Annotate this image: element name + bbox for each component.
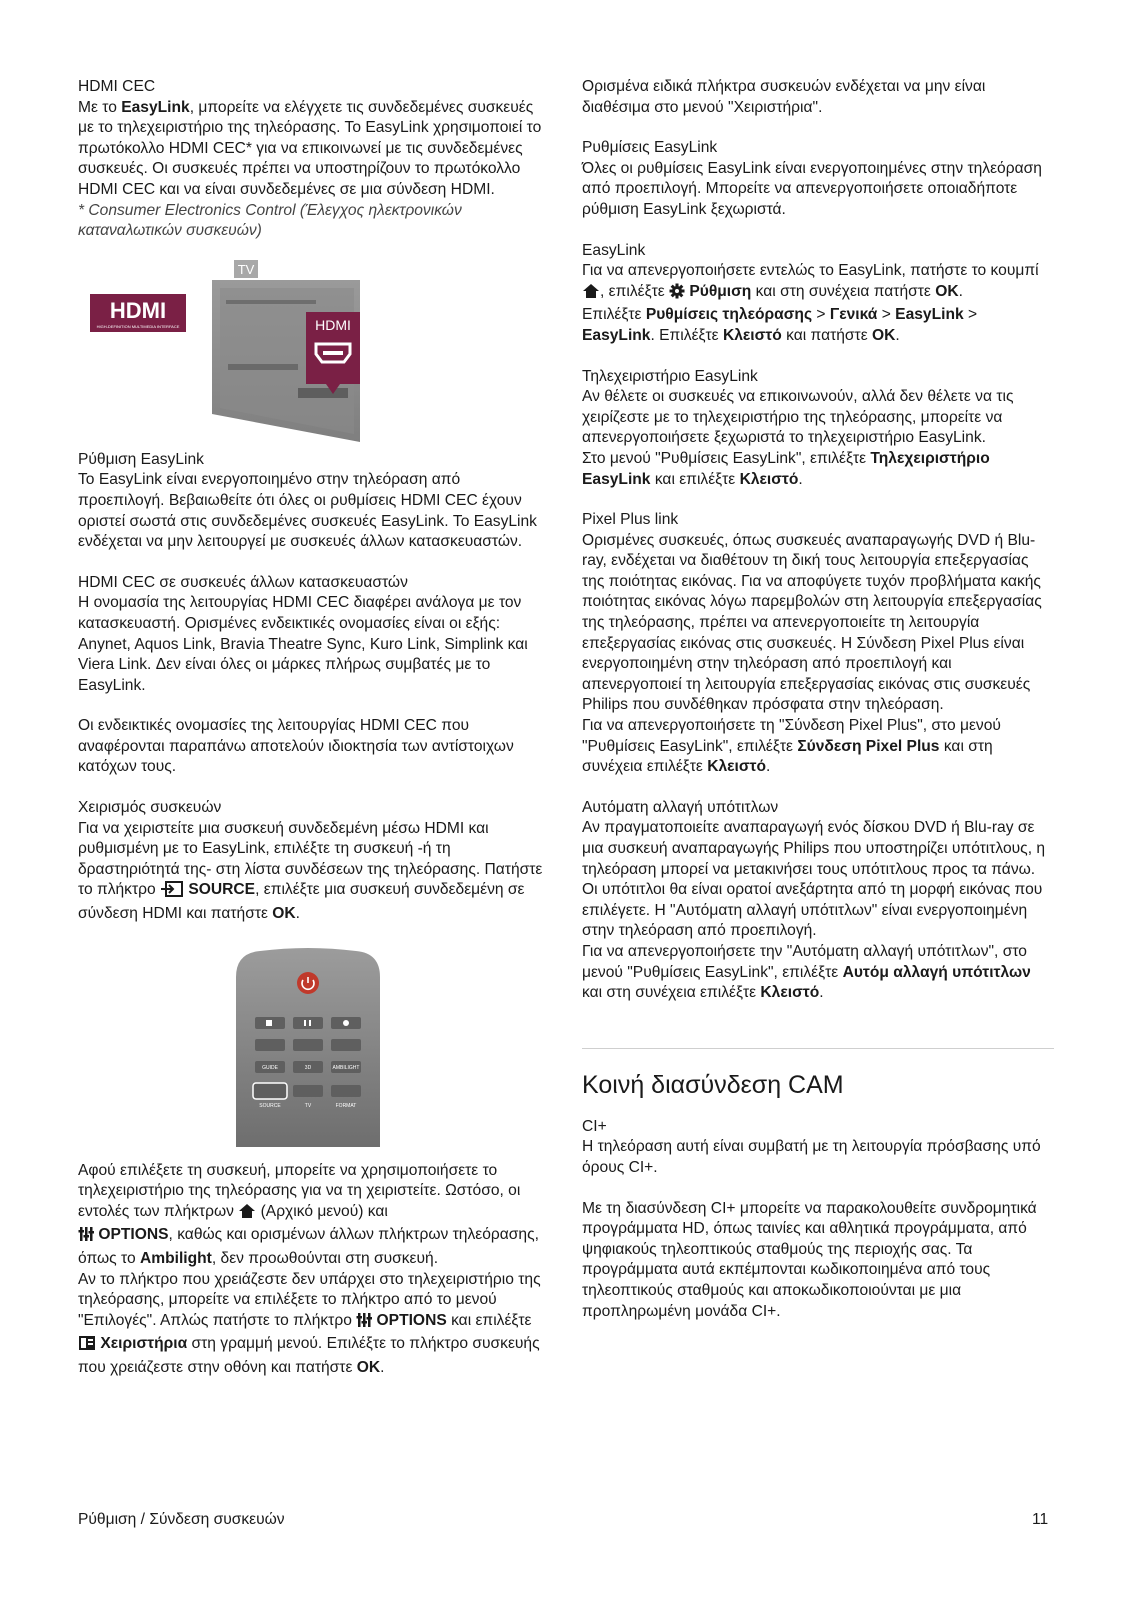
remote-illustration [78,947,550,1147]
options-icon [356,1312,372,1335]
source-icon [160,881,184,904]
tv-label: TV [237,261,255,277]
paragraph-other-brands-1: Η ονομασία της λειτουργίας HDMI CEC διαφέρει ανάλογα με τον κατασκευαστή. Ορισμένες ενδεικτικές ονομασίες είναι οι εξής: Anynet, Aquos Link, Bravia Theatre Sync, Kuro Link, Simplink και Viera Link. Δεν είναι όλες οι μάρκες πλήρως συμβατές με το EasyLink. [78,594,528,694]
heading-pixel-plus: Pixel Plus link [582,511,679,529]
controls-icon [78,1335,96,1358]
paragraph-operate-devices: Για να χειριστείτε μια συσκευή συνδεδεμένη μέσω HDMI και ρυθμισμένη με το EasyLink, επιλέξτε τη συσκευή -ή τη δραστηριότητά της- στη λίστα συνδέσεων της τηλεόρασης. Πατήστε το πλήκτρο SOURCE, επιλέξτε μια συσκευή συνδεδεμένη σε σύνδεση HDMI και πατήστε OK. [78,819,543,923]
paragraph-missing-key: Αν το πλήκτρο που χρειάζεστε δεν υπάρχει στο τηλεχειριστήριο της τηλεόρασης, μπορείτε να επιλέξετε το πλήκτρο από το μενού "Επιλογές". Απλώς πατήστε το πλήκτρο OPTIONS και επιλέξτε Χειριστήρια στη γραμμή μενού. Επιλέξτε το πλήκτρο συσκευής που χρειάζεστε στην οθόνη και πατήστε OK. [78,1270,541,1376]
options-icon [78,1226,94,1249]
heading-easylink: EasyLink [582,241,646,259]
heading-ci-plus: CI+ [582,1117,607,1135]
heading-hdmi-cec: HDMI CEC [78,78,156,95]
hdmi-port-label: HDMI [315,316,351,333]
paragraph-auto-subtitle-1: Αν πραγματοποιείτε αναπαραγωγή ενός δίσκου DVD ή Blu-ray σε μια συσκευή αναπαραγωγής Philips που υποστηρίζει υπότιτλους, η τηλεόραση μπορεί να μετακινήσει τους υπότιτλους προς τα πάνω. Οι υπότιτλοι θα είναι ορατοί ανεξάρτητα από τη μορφή εικόνας που επιλέγετε. Η "Αυτόματη αλλαγή υπότιτλων" είναι ενεργοποιημένη στην τηλεόραση από προεπιλογή. [582,819,1046,940]
heading-auto-subtitle: Αυτόματη αλλαγή υπότιτλων [582,798,779,816]
footer-breadcrumb: Ρύθμιση / Σύνδεση συσκευών [78,1511,285,1528]
paragraph-easylink-off: Για να απενεργοποιήσετε εντελώς το EasyLink, πατήστε το κουμπί , επιλέξτε Ρύθμιση και στη συνέχεια πατήστε OK. [582,261,1054,305]
remote-figure [78,947,550,1147]
paragraph-easylink-settings: Όλες οι ρυθμίσεις EasyLink είναι ενεργοποιημένες στην τηλεόραση από προεπιλογή. Μπορείτε να απενεργοποιήσετε οποιαδήποτε ρύθμιση EasyLink ξεχωριστά. [582,159,1042,218]
remote-format-label: FORMAT [335,1102,357,1109]
heading-setup-easylink: Ρύθμιση EasyLink [78,450,204,468]
paragraph-ci-plus-2: Με τη διασύνδεση CI+ μπορείτε να παρακολουθείτε συνδρομητικά προγράμματα HD, όπως ταινίες και αθλητικά προγράμματα, από ψηφιακούς τηλεοπτικούς σταθμούς της περιοχής σας. Τα προγράμματα αυτά εκπέμπονται κωδικοποιημένα από τους τηλεοπτικούς σταθμούς και αποκωδικοποιούνται με μια προπληρωμένη μονάδα CI+. [582,1199,1037,1320]
paragraph-auto-subtitle-2: Για να απενεργοποιήσετε την "Αυτόματη αλλαγή υπότιτλων", στο μενού "Ρυθμίσεις EasyLink", επιλέξτε Αυτόμ αλλαγή υπότιτλων και στη συνέχεια επιλέξτε Κλειστό. [582,942,1031,1002]
hdmi-illustration [78,254,550,442]
paragraph-ci-plus-1: Η τηλεόραση αυτή είναι συμβατή με τη λειτουργία πρόσβασης υπό όρους CI+. [582,1138,1041,1176]
paragraph-pixel-plus-2: Για να απενεργοποιήσετε τη "Σύνδεση Pixel Plus", στο μενού "Ρυθμίσεις EasyLink", επιλέξτε Σύνδεση Pixel Plus και στη συνέχεια επιλέξτε Κλειστό. [582,717,1001,776]
remote-3d-label: 3D [304,1064,312,1071]
section-title-cam: Κοινή διασύνδεση CAM [582,1070,844,1099]
paragraph-easylink-remote-1: Αν θέλετε οι συσκευές να επικοινωνούν, αλλά δεν θέλετε να τις χειρίζεστε με το τηλεχειριστήριο της τηλεόρασης, μπορείτε να απενεργοποιήσετε ξεχωριστά το τηλεχειριστήριο EasyLink. [582,388,1014,447]
heading-easylink-settings: Ρυθμίσεις EasyLink [582,139,718,157]
paragraph-other-brands-2: Οι ενδεικτικές ονομασίες της λειτουργίας HDMI CEC που αναφέρονται παραπάνω αποτελούν ιδιοκτησία των αντίστοιχων κατόχων τους. [78,717,514,776]
heading-operate-devices: Χειρισμός συσκευών [78,799,222,817]
remote-tv-label: TV [304,1102,312,1109]
gear-icon [669,283,685,306]
paragraph-special-keys: Ορισμένα ειδικά πλήκτρα συσκευών ενδέχεται να μην είναι διαθέσιμα στο μενού "Χειριστήρια". [582,78,986,116]
home-icon [582,283,600,306]
footnote-cec: * Consumer Electronics Control (Έλεγχος ηλεκτρονικών καταναλωτικών συσκευών) [78,201,462,240]
hdmi-logo-subtext: HIGH-DEFINITION MULTIMEDIA INTERFACE [96,323,180,329]
hdmi-logo-text: HDMI [109,297,167,323]
remote-source-label: SOURCE [259,1102,281,1109]
home-icon [238,1203,256,1226]
left-column [78,77,550,1379]
heading-other-brands: HDMI CEC σε συσκευές άλλων κατασκευαστών [78,573,408,591]
paragraph-hdmi-cec: Με το EasyLink, μπορείτε να ελέγχετε τις συνδεδεμένες συσκευές με το τηλεχειριστήριο της τηλεόρασης. Το EasyLink χρησιμοποιεί το πρωτόκολλο HDMI CEC* για να επικοινωνεί με τις συνδεδεμένες συσκευές. Οι συσκευές πρέπει να υποστηρίζουν το πρωτόκολλο HDMI CEC και να είναι συνδεδεμένες σε μια σύνδεση HDMI. [78,98,542,198]
remote-guide-label: GUIDE [262,1064,278,1071]
remote-source-button [253,1083,287,1099]
paragraph-easylink-path: Επιλέξτε Ρυθμίσεις τηλεόρασης > Γενικά > EasyLink > EasyLink. Επιλέξτε Κλειστό και πατήστε OK. [582,306,978,344]
paragraph-after-select: Αφού επιλέξετε τη συσκευή, μπορείτε να χρησιμοποιήσετε το τηλεχειριστήριο της τηλεόρασης για να τη χειριστείτε. Ωστόσο, οι εντολές των πλήκτρων (Αρχικό μενού) και OPTIONS, καθώς και ορισμένων άλλων πλήκτρων τηλεόρασης, όπως το Ambilight, δεν προωθούνται στη συσκευή. [78,1161,539,1267]
remote-ambilight-label: AMBILIGHT [332,1064,360,1071]
heading-easylink-remote: Τηλεχειριστήριο EasyLink [582,367,758,385]
right-column [582,77,1054,1322]
paragraph-setup-easylink: Το EasyLink είναι ενεργοποιημένο στην τηλεόραση από προεπιλογή. Βεβαιωθείτε ότι όλες οι ρυθμίσεις HDMI CEC έχουν οριστεί σωστά στις συνδεδεμένες συσκευές EasyLink. Το EasyLink ενδέχεται να μην λειτουργεί με συσκευές άλλων κατασκευαστών. [78,471,537,551]
hdmi-tv-figure [78,254,378,442]
section-divider [582,1048,1054,1049]
paragraph-pixel-plus-1: Ορισμένες συσκευές, όπως συσκευές αναπαραγωγής DVD ή Blu-ray, ενδέχεται να διαθέτουν τη δική τους λειτουργία επεξεργασίας της ποιότητας εικόνας. Για να αποφύγετε τυχόν προβλήματα κακής ποιότητας εικόνας λόγω παρεμβολών στη λειτουργία επεξεργασίας της τηλεόρασης, πρέπει να απενεργοποιείτε τη λειτουργία επεξεργασίας εικόνας στις συσκευές. Η Σύνδεση Pixel Plus είναι ενεργοποιημένη στην τηλεόραση από προεπιλογή και απενεργοποιεί τη λειτουργία επεξεργασίας εικόνας στις συσκευές Philips που συνδέθηκαν πρόσφατα στην τηλεόραση. [582,531,1042,714]
page-number: 11 [1032,1511,1049,1528]
paragraph-easylink-remote-2: Στο μενού "Ρυθμίσεις EasyLink", επιλέξτε Τηλεχειριστήριο EasyLink και επιλέξτε Κλειστό. [582,449,990,488]
